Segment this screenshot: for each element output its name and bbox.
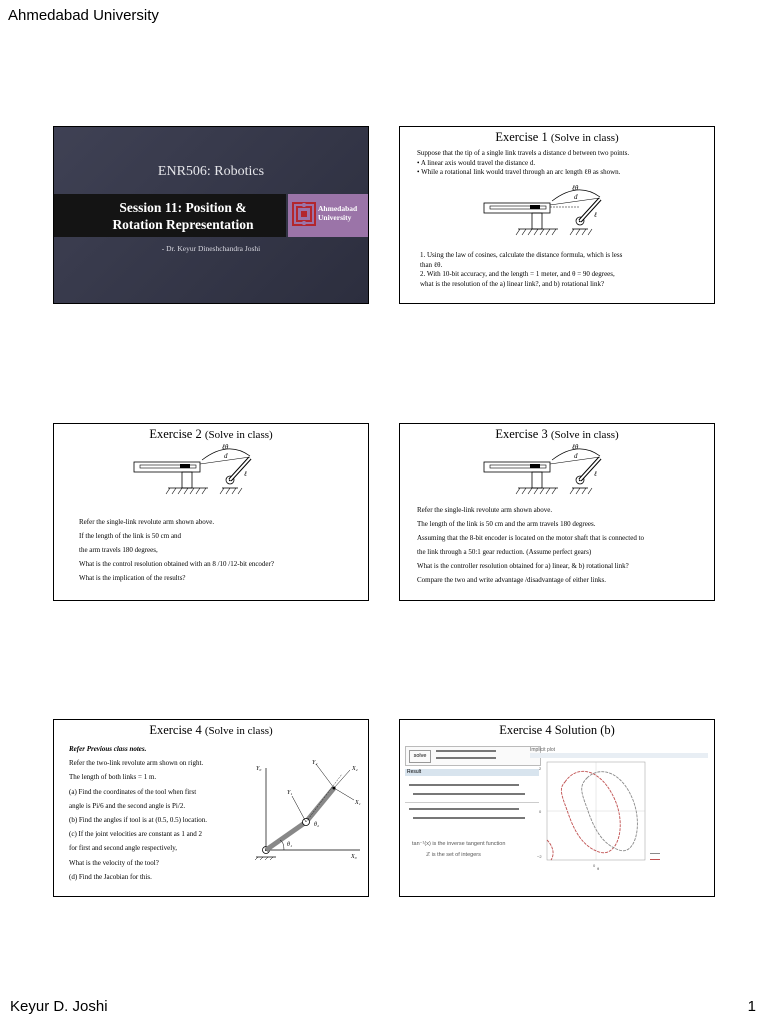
page-number: 1 [747,998,756,1015]
svg-text:Y₂: Y₂ [312,760,318,766]
link-diagram [482,442,612,502]
text-line: Refer the single-link revolute arm shown above. [79,518,215,526]
text-line: What is the controller resolution obtained for a) linear, & b) rotational link? [417,562,629,570]
session-title [80,199,286,233]
logo-text [318,204,357,222]
svg-text:d: d [224,452,228,460]
exercise-text [417,149,629,178]
equation-line [413,793,525,795]
equation-line [436,757,496,759]
slide-title-heading [400,130,714,145]
two-link-arm-diagram [254,756,366,860]
solve-label: solve [409,750,431,763]
slide-exercise-4-solution [399,719,715,897]
text-line: (d) Find the Jacobian for this. [69,872,152,881]
course-title: ENR506: Robotics [157,164,265,179]
text-line: Refer the single-link revolute arm shown above. [417,506,553,514]
slide-title-heading [54,723,368,738]
text-line: The length of the link is 50 cm and the arm travels 180 degrees. [417,520,596,528]
text-line: what is the resolution of the a) linear link?, and b) rotational link? [420,279,605,288]
text-line: Assuming that the 8-bit encoder is located on the motor shaft that is connected to [417,534,645,542]
text-line: (a) Find the coordinates of the tool when first [69,787,197,796]
svg-text:X₂: X₂ [352,766,358,772]
text-line: The length of both links = 1 m. [69,773,157,782]
exercise-text [79,515,274,585]
text-line: • While a rotational link would travel through an arc length ℓθ as shown. [417,168,621,176]
slide-title-sub: (Solve in class) [204,429,273,441]
svg-text:θ₂: θ₂ [314,822,320,828]
logo-text-line1: Ahmedabad [318,204,358,213]
svg-text:θ₁: θ₁ [287,842,293,848]
text-line: angle is Pi/6 and the second angle is Pi/2. [69,801,186,810]
exercise-text [69,742,207,884]
text-line: 1. Using the law of cosines, calculate the distance formula, which is less [420,251,623,259]
divider [405,802,539,803]
result-equations [405,780,539,830]
slide-title-heading [54,427,368,442]
equation-line [413,817,525,819]
text-line: (c) If the joint velocities are constant as 1 and 2 [69,830,202,839]
svg-text:X₁: X₁ [355,800,361,806]
exercise-questions [420,251,622,289]
text-line: 2. With 10-bit accuracy, and the length = 1 meter, and θ = 90 degrees, [420,270,615,278]
text-line: What is the control resolution obtained with an 8 /10 /12-bit encoder? [79,560,274,568]
plot-label: Implicit plot [530,747,556,753]
text-line: Refer the two-link revolute arm shown on right. [69,759,204,768]
slide-title-sub: (Solve in class) [550,429,619,441]
svg-text:θ: θ [597,866,600,870]
exercise-text [417,503,644,587]
legend-swatch [650,859,660,860]
result-label: Result [405,769,539,776]
equation-line [409,784,519,786]
svg-text:Y₀: Y₀ [256,766,262,772]
note-inverse-tangent: tan⁻¹(x) is the inverse tangent function [412,841,506,847]
svg-text:ℓθ: ℓθ [572,443,579,451]
slide-title-heading: Exercise 4 Solution (b) [499,723,615,737]
slide-exercise-2 [53,423,369,601]
text-line: • A linear axis would travel the distance d. [417,158,536,167]
svg-text:d: d [574,452,578,460]
text-line: (b) Find the angles if tool is at (0.5, 0.5) location. [69,816,208,825]
slide-exercise-4 [53,719,369,897]
implicit-plot [537,760,647,870]
text-line: for first and second angle respectively, [69,844,178,853]
text-line: Refer Previous class notes. [69,745,147,753]
footer-author: Keyur D. Joshi [10,998,108,1015]
text-line: Suppose that the tip of a single link travels a distance d between two points. [417,149,630,157]
author-line: - Dr. Keyur Dineshchandra Joshi [161,244,261,253]
text-line: If the length of the link is 50 cm and [79,532,182,540]
link-diagram [132,442,262,502]
note-integers: ℤ is the set of integers [426,852,481,858]
legend-swatch [650,853,660,854]
svg-text:Y₁: Y₁ [287,790,293,796]
svg-text:ℓ: ℓ [244,470,247,478]
session-title-line2: Rotation Representation [112,217,254,232]
slide-title [53,126,369,304]
svg-text:ℓθ: ℓθ [222,443,229,451]
university-logo [288,194,368,237]
page-header: Ahmedabad University [8,7,159,24]
equation-line [436,750,496,752]
plot-header-bar [530,753,708,758]
svg-text:2: 2 [539,766,542,771]
solve-panel [405,746,541,766]
text-line: What is the implication of the results? [79,574,186,582]
link-diagram [482,183,612,243]
svg-text:0: 0 [539,809,542,814]
text-line: the arm travels 180 degrees, [79,546,158,554]
slide-exercise-1 [399,126,715,304]
slide-title-sub: (Solve in class) [550,132,619,144]
equation-line [409,808,519,810]
session-title-line1: Session 11: Position & [119,200,247,215]
plot-legend [650,853,660,860]
svg-text:X₀: X₀ [351,854,357,860]
slide-title-main: Exercise 1 [495,130,548,144]
university-logo-mark-icon [292,202,316,226]
slide-title-main: Exercise 2 [149,427,202,441]
logo-text-line2: University [318,213,352,222]
svg-text:ℓ: ℓ [594,470,597,478]
slide-title-main: Exercise 4 [149,723,202,737]
text-line: than ℓθ. [420,260,443,269]
svg-text:ℓ: ℓ [594,211,597,219]
text-line: the link through a 50:1 gear reduction. (Assume perfect gears) [417,548,592,556]
slide-title-sub: (Solve in class) [204,725,273,737]
svg-text:0: 0 [593,863,596,868]
text-line: What is the velocity of the tool? [69,858,159,867]
svg-text:ℓθ: ℓθ [572,184,579,192]
slide-title-main: Exercise 3 [495,427,548,441]
slide-title-heading [400,427,714,442]
svg-text:−2: −2 [537,854,542,859]
text-line: Compare the two and write advantage /disadvantage of either links. [417,576,606,584]
svg-text:d: d [574,193,578,201]
slide-exercise-3 [399,423,715,601]
